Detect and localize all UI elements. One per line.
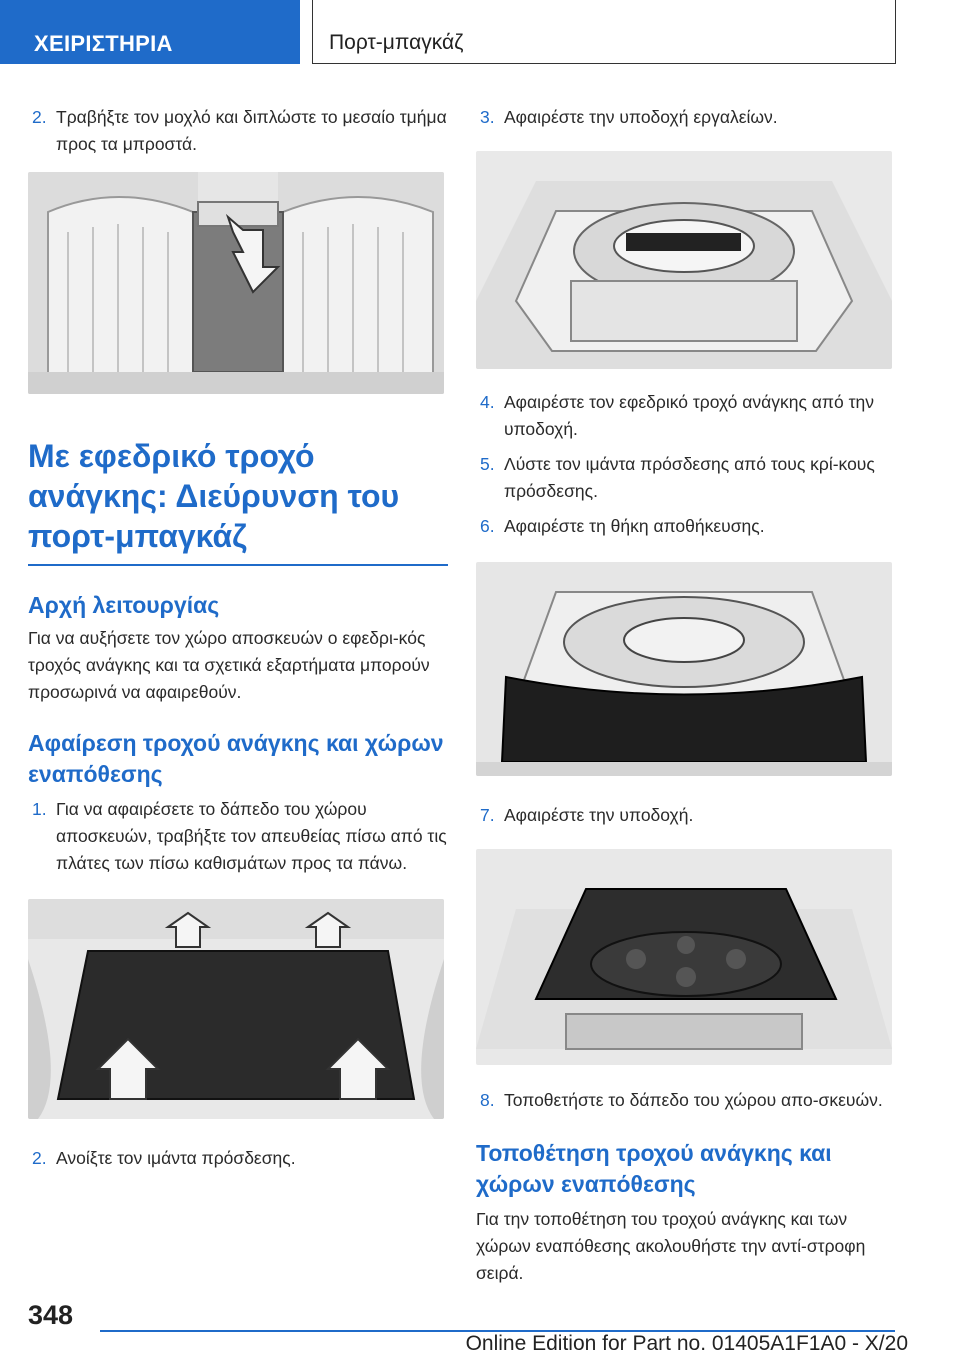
- step-text: Τοποθετήστε το δάπεδο του χώρου απο-σκευών.: [504, 1090, 883, 1110]
- step-number: 7.: [480, 805, 495, 825]
- step-number: 2.: [32, 107, 47, 127]
- step-text: Αφαιρέστε την υποδοχή εργαλείων.: [504, 107, 778, 127]
- principle-heading: Αρχή λειτουργίας: [28, 591, 220, 618]
- section-heading: Με εφεδρικό τροχό ανάγκης: Διεύρυνση του πορτ-μπαγκάζ: [28, 438, 400, 554]
- step-item: [476, 1087, 896, 1114]
- step-number: 6.: [480, 516, 495, 536]
- trunk-floor-lift-image: [28, 899, 444, 1119]
- install-text: Για την τοποθέτηση του τροχού ανάγκης και των χώρων εναπόθεσης ακολουθήστε την αντί-στροφη σειρά.: [476, 1209, 866, 1283]
- step-text: Τραβήξτε τον μοχλό και διπλώστε το μεσαίο τμήμα προς τα μπροστά.: [56, 107, 447, 154]
- step-item: [476, 451, 896, 505]
- wheel-holder-image: [476, 849, 892, 1065]
- step-text: Αφαιρέστε την υποδοχή.: [504, 805, 694, 825]
- step-item: [476, 802, 896, 829]
- install-heading: Τοποθέτηση τροχού ανάγκης και χώρων εναπόθεσης: [476, 1140, 832, 1197]
- heading-rule: [28, 564, 448, 566]
- step-text: Ανοίξτε τον ιμάντα πρόσδεσης.: [56, 1147, 296, 1168]
- step-item: [28, 796, 448, 877]
- step-number: 1.: [32, 798, 47, 819]
- section-tab: ΧΕΙΡΙΣΤΗΡΙΑ: [0, 0, 300, 64]
- step-text: Λύστε τον ιμάντα πρόσδεσης από τους κρί-κους πρόσδεσης.: [504, 454, 875, 501]
- step-text: Αφαιρέστε τη θήκη αποθήκευσης.: [504, 516, 765, 536]
- tool-holder-image: [476, 151, 892, 369]
- step-item: [476, 513, 896, 540]
- chapter-tab: Πορτ-μπαγκάζ: [312, 0, 896, 64]
- storage-case-image: [476, 562, 892, 776]
- step-text: Αφαιρέστε τον εφεδρικό τροχό ανάγκης από την υποδοχή.: [504, 392, 874, 439]
- step-text: Για να αφαιρέσετε το δάπεδο του χώρου αποσκευών, τραβήξτε τον απευθείας πίσω από τις πλάτες των πίσω καθισμάτων προς τα πάνω.: [56, 798, 447, 873]
- step-number: 5.: [480, 454, 495, 474]
- right-column: [476, 104, 896, 1287]
- step-item: [476, 389, 896, 443]
- step-number: 2.: [32, 1147, 47, 1168]
- rear-seat-fold-image: [28, 172, 444, 394]
- principle-text: Για να αυξήσετε τον χώρο αποσκευών ο εφεδρι-κός τροχός ανάγκης και τα σχετικά εξαρτήματα μπορούν προσωρινά να αφαιρεθούν.: [28, 627, 430, 702]
- removal-heading: Αφαίρεση τροχού ανάγκης και χώρων εναπόθεσης: [28, 729, 444, 787]
- step-number: 3.: [480, 107, 495, 127]
- step-item: [28, 104, 448, 158]
- left-column: [28, 104, 448, 1172]
- step-item: [28, 1145, 448, 1172]
- page-number: 348: [28, 1300, 74, 1330]
- step-item: [476, 104, 896, 131]
- step-number: 8.: [480, 1090, 495, 1110]
- edition-note: Online Edition for Part no. 01405A1F1A0 - X/20: [465, 1332, 908, 1355]
- step-number: 4.: [480, 392, 495, 412]
